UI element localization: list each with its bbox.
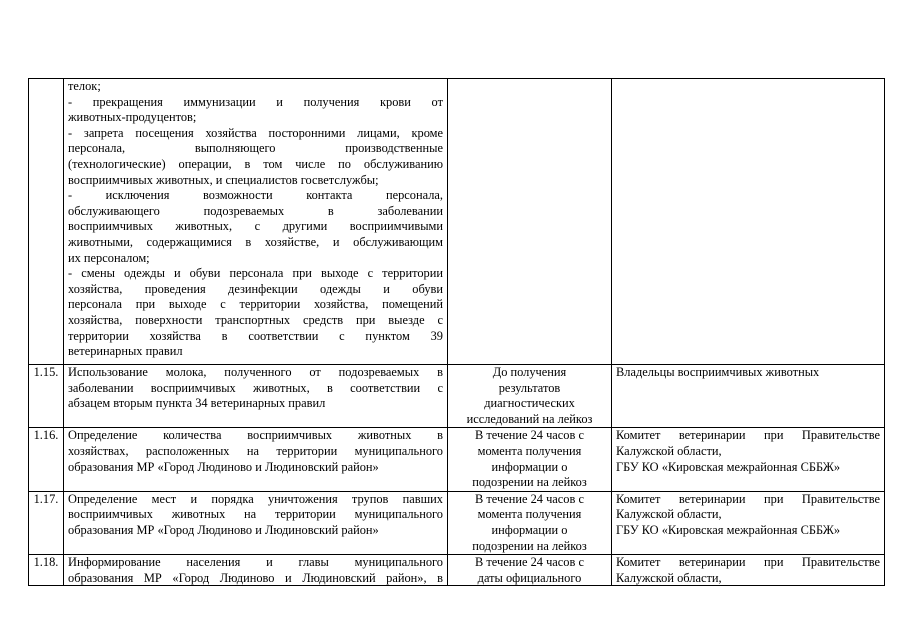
description-line: Определение мест и порядка уничтожения трупов павших bbox=[68, 491, 443, 506]
responsible-line: ГБУ КО «Кировская межрайонная СББЖ» bbox=[616, 459, 841, 474]
responsible-cell bbox=[612, 491, 885, 554]
row-number: 1.15. bbox=[29, 365, 64, 428]
description-line: образования МР «Город Людиново и Людиновский район», в bbox=[68, 570, 443, 585]
measure-description bbox=[64, 365, 448, 428]
description-line: восприимчивых животных, с другими восприимчивыми bbox=[68, 219, 443, 234]
row-number bbox=[29, 79, 64, 365]
responsible-cell bbox=[612, 365, 885, 428]
description-line: Информирование населения и главы муниципального bbox=[68, 555, 443, 570]
deadline-line: результатов bbox=[498, 380, 561, 395]
deadline-line: даты официального bbox=[477, 570, 582, 585]
deadline-line: В течение 24 часов с bbox=[475, 491, 584, 506]
description-line: их персоналом; bbox=[68, 250, 150, 265]
table-row bbox=[29, 491, 885, 554]
responsible-line: Комитет ветеринарии при Правительстве bbox=[616, 491, 880, 506]
description-line: персонала при выходе с территории хозяйства, помещений bbox=[68, 297, 443, 312]
responsible-line: Владельцы восприимчивых животных bbox=[616, 365, 820, 379]
deadline-cell bbox=[448, 555, 612, 586]
description-line: восприимчивых животных на территории муниципального bbox=[68, 507, 443, 522]
row-number: 1.16. bbox=[29, 428, 64, 491]
description-line: животных-продуцентов; bbox=[68, 110, 197, 125]
description-line: абзацем вторым пункта 34 ветеринарных правил bbox=[68, 396, 326, 411]
description-line: территории хозяйства в соответствии с пунктом 39 bbox=[68, 328, 443, 343]
responsible-cell bbox=[612, 79, 885, 365]
measures-table bbox=[28, 78, 885, 586]
description-line: хозяйствах, расположенных на территории муниципального bbox=[68, 443, 443, 458]
description-line: (технологические) операции, в том числе по обслуживанию bbox=[68, 156, 443, 171]
description-line: ветеринарных правил bbox=[68, 344, 183, 359]
table-row bbox=[29, 428, 885, 491]
deadline-line: В течение 24 часов с bbox=[475, 428, 584, 443]
deadline-line: подозрении на лейкоз bbox=[472, 538, 587, 553]
deadline-line: момента получения bbox=[477, 507, 582, 522]
deadline-cell bbox=[448, 79, 612, 365]
description-line: животными, содержащимися в хозяйстве, и обслуживающим bbox=[68, 234, 443, 249]
description-line: заболевании восприимчивых животных, в соответствии с bbox=[68, 380, 443, 395]
description-line: Использование молока, полученного от подозреваемых в bbox=[68, 365, 443, 379]
measures-table-body bbox=[29, 79, 885, 586]
measure-description bbox=[64, 555, 448, 586]
description-line: восприимчивых животных, и специалистов госветслужбы; bbox=[68, 172, 379, 187]
responsible-line: Калужской области, bbox=[616, 443, 722, 458]
responsible-line: Калужской области, bbox=[616, 570, 722, 585]
description-line: Определение количества восприимчивых животных в bbox=[68, 428, 443, 443]
deadline-line: В течение 24 часов с bbox=[475, 555, 584, 570]
responsible-cell bbox=[612, 555, 885, 586]
measure-description bbox=[64, 428, 448, 491]
description-line: телок; bbox=[68, 79, 101, 93]
responsible-cell bbox=[612, 428, 885, 491]
deadline-cell bbox=[448, 428, 612, 491]
description-line: обслуживающего подозреваемых в заболевании bbox=[68, 203, 443, 218]
deadline-line: момента получения bbox=[477, 443, 582, 458]
responsible-line: ГБУ КО «Кировская межрайонная СББЖ» bbox=[616, 522, 841, 537]
deadline-line: исследований на лейкоз bbox=[466, 411, 593, 426]
row-number: 1.18. bbox=[29, 555, 64, 586]
description-line: образования МР «Город Людиново и Людиновский район» bbox=[68, 522, 379, 537]
responsible-line: Комитет ветеринарии при Правительстве bbox=[616, 555, 880, 570]
deadline-cell bbox=[448, 491, 612, 554]
deadline-cell bbox=[448, 365, 612, 428]
description-line: хозяйства, проведения дезинфекции одежды и обуви bbox=[68, 281, 443, 296]
measure-description bbox=[64, 79, 448, 365]
description-line: образования МР «Город Людиново и Людиновский район» bbox=[68, 459, 379, 474]
row-number: 1.17. bbox=[29, 491, 64, 554]
deadline-line: диагностических bbox=[484, 396, 575, 411]
table-row bbox=[29, 365, 885, 428]
deadline-line: информации о bbox=[491, 459, 568, 474]
deadline-line: До получения bbox=[492, 365, 567, 379]
responsible-line: Комитет ветеринарии при Правительстве bbox=[616, 428, 880, 443]
table-row bbox=[29, 79, 885, 365]
measure-description bbox=[64, 491, 448, 554]
description-line: - смены одежды и обуви персонала при выходе с территории bbox=[68, 266, 443, 281]
responsible-line: Калужской области, bbox=[616, 507, 722, 522]
description-line: хозяйства, поверхности транспортных средств при выезде с bbox=[68, 312, 443, 327]
description-line: - исключения возможности контакта персонала, bbox=[68, 188, 443, 203]
description-line: - запрета посещения хозяйства посторонними лицами, кроме bbox=[68, 125, 443, 140]
deadline-line: подозрении на лейкоз bbox=[472, 475, 587, 490]
table-row bbox=[29, 555, 885, 586]
description-line: персонала, выполняющего производственные bbox=[68, 141, 443, 156]
description-line: - прекращения иммунизации и получения крови от bbox=[68, 94, 443, 109]
deadline-line: информации о bbox=[491, 522, 568, 537]
